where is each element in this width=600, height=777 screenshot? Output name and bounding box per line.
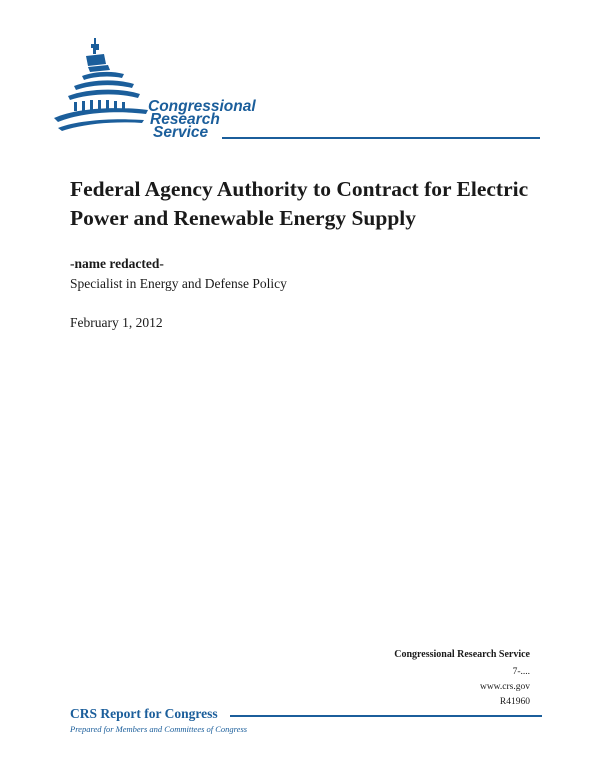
- contact-phone: 7-....: [512, 667, 530, 677]
- footer-title: CRS Report for Congress: [70, 706, 218, 721]
- report-date: February 1, 2012: [70, 315, 163, 330]
- author-position: Specialist in Energy and Defense Policy: [70, 276, 287, 291]
- author-name: -name redacted-: [70, 256, 164, 271]
- logo-line-congressional: Congressional: [148, 98, 256, 115]
- logo-wordmark: [146, 100, 256, 139]
- contact-block: [394, 647, 530, 710]
- contact-organization: Congressional Research Service: [394, 649, 530, 660]
- report-number: R41960: [499, 697, 530, 707]
- footer-divider-rule: [230, 715, 542, 717]
- logo-line-service: Service: [153, 124, 209, 141]
- contact-website: www.crs.gov: [479, 682, 530, 692]
- logo-divider-rule: [222, 137, 540, 139]
- report-title: Federal Agency Authority to Contract for Electric Power and Renewable Energy Supply: [70, 177, 529, 230]
- footer-subtitle: Prepared for Members and Committees of Congress: [70, 724, 248, 734]
- capitol-dome-logo-icon: [52, 34, 152, 146]
- logo-line-research: Research: [150, 111, 220, 128]
